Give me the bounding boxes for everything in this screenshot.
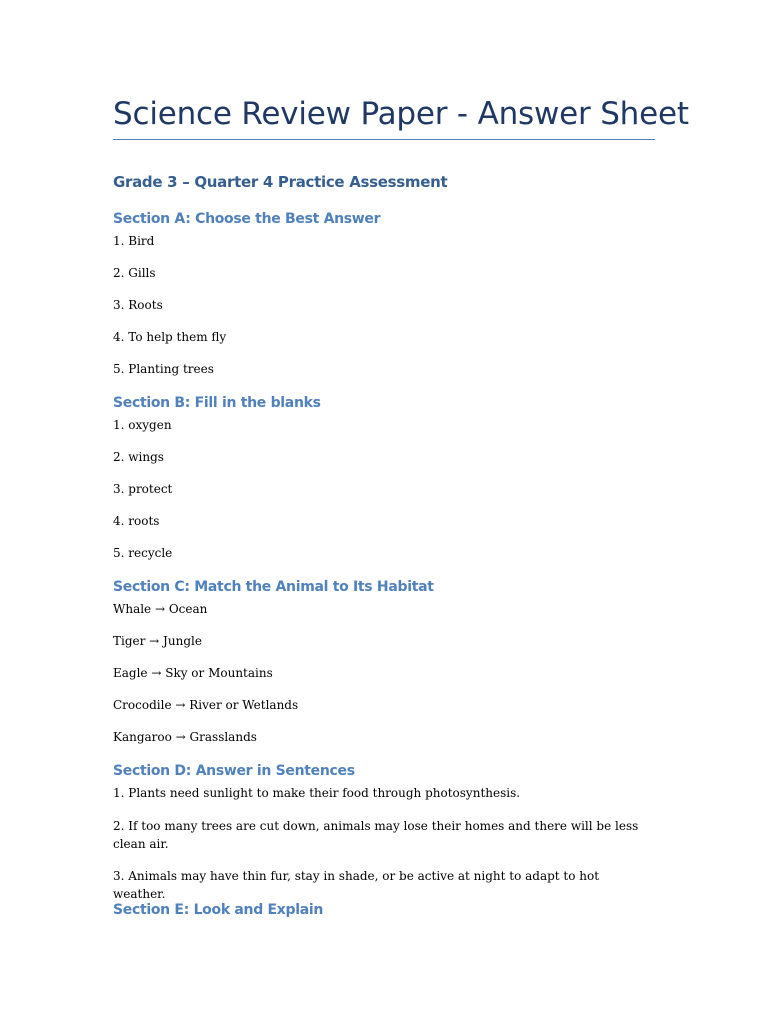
section-d-answer: 2. If too many trees are cut down, animals may lose their homes and there will be less clean air. [113, 819, 639, 851]
section-a-answer: 4. To help them fly [113, 330, 227, 344]
section-c-match: Eagle → Sky or Mountains [113, 666, 273, 680]
section-a-answer: 5. Planting trees [113, 362, 214, 376]
section-c-match: Kangaroo → Grasslands [113, 730, 257, 744]
section-a-answer: 2. Gills [113, 266, 156, 280]
section-a-answer: 3. Roots [113, 298, 163, 312]
section-c-match: Crocodile → River or Wetlands [113, 698, 299, 712]
section-e-heading: Section E: Look and Explain [113, 902, 324, 918]
section-d-answer: 3. Animals may have thin fur, stay in shade, or be active at night to adapt to hot weather. [113, 869, 600, 901]
document-title: Science Review Paper - Answer Sheet [113, 96, 689, 132]
section-d-heading: Section D: Answer in Sentences [113, 763, 355, 779]
section-a-answer: 1. Bird [113, 234, 155, 248]
section-b-heading: Section B: Fill in the blanks [113, 395, 321, 411]
section-b-answer: 5. recycle [113, 546, 173, 560]
section-c-match: Whale → Ocean [113, 602, 208, 616]
section-d-answer: 1. Plants need sunlight to make their food through photosynthesis. [113, 786, 521, 800]
section-a-heading: Section A: Choose the Best Answer [113, 211, 381, 227]
section-c-match: Tiger → Jungle [113, 634, 202, 648]
section-b-answer: 4. roots [113, 514, 160, 528]
section-b-answer: 1. oxygen [113, 418, 172, 432]
document-subtitle: Grade 3 – Quarter 4 Practice Assessment [113, 173, 448, 191]
section-b-answer: 2. wings [113, 450, 164, 464]
section-c-heading: Section C: Match the Animal to Its Habitat [113, 579, 434, 595]
section-b-answer: 3. protect [113, 482, 173, 496]
title-underline [113, 139, 655, 140]
